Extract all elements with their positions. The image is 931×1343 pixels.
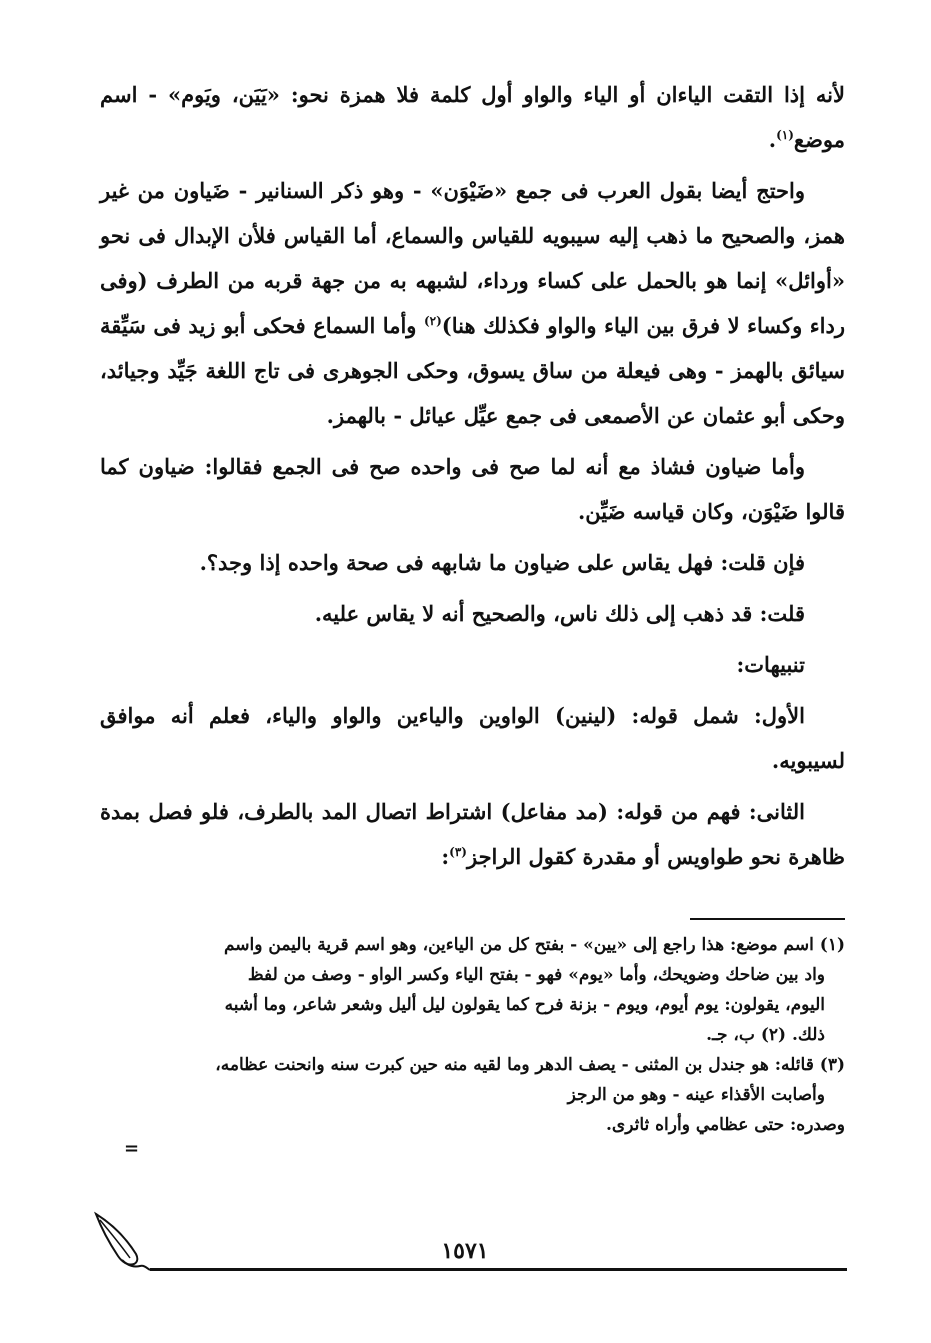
paragraph-4: فإن قلت: فهل يقاس على ضياون ما شابهه فى صحة واحده إذا وجد؟. <box>199 550 805 575</box>
footnote-ref-1[interactable]: (١) <box>776 128 794 142</box>
footnote-3-line-3: وصدره: حتى عظامي وأراه ثاثرى. <box>605 1115 845 1135</box>
paragraph-1: لأنه إذا التقت الياءان أو الياء والواو أول كلمة فلا همزة نحو: «يَيَن، ويَوم» - اسم موضع$^{(١)}$. <box>100 82 845 152</box>
footnotes <box>100 930 845 1140</box>
bottom-rule <box>150 1268 847 1271</box>
paragraph-first-note: الأول: شمل قوله: (لينين) الواوين والياءين والواو والياء، فعلم أنه موافق لسيبويه. <box>100 703 845 773</box>
paragraph-3: وأما ضياون فشاذ مع أنه لما صح فى واحده صح فى الجمع فقالوا: ضياون كما قالوا ضَيْوَن، وكان قياسه ضَيِّن. <box>100 454 845 524</box>
quill-icon <box>92 1210 152 1274</box>
page-number: ١٥٧١ <box>441 1238 489 1264</box>
footnote-separator <box>690 918 845 920</box>
paragraph-second-note: الثانى: فهم من قوله: (مد مفاعل) اشتراط اتصال المد بالطرف، فلو فصل بمدة ظاهرة نحو طواويس أو مقدرة كقول الراجز$^{(٣)}$: <box>100 799 845 869</box>
section-heading: تنبيهات: <box>736 652 805 677</box>
main-text <box>100 72 845 885</box>
footnote-1-line-1: (١) اسم موضع: هذا راجع إلى «يين» - بفتح كل من الياءين، وهو اسم قرية باليمن واسم <box>223 935 845 955</box>
footnote-ref-2[interactable]: (٢) <box>423 314 442 328</box>
footnote-1-line-2: واد بين ضاحك وضويحك، وأما «يوم» فهو - بفتح الياء وكسر الواو - وصف من لفظ <box>247 965 825 985</box>
footnote-ref-3[interactable]: (٣) <box>449 845 467 859</box>
footnote-1-line-3: اليوم، يقولون: يوم أيوم، ويوم - بزنة فرح كما يقولون ليل أليل وشعر شاعر، وما أشبه <box>224 995 825 1015</box>
footnote-3-line-1: (٣) قائله: هو جندل بن المثنى - يصف الدهر وما لقيه منه حين كبرت سنه وانحنت عظامه، <box>215 1055 845 1075</box>
footnote-1-line-4: ذلك. (٢) ب، جـ. <box>706 1025 825 1045</box>
paragraph-2: واحتج أيضا بقول العرب فى جمع «ضَيْوَن» - وهو ذكر السنانير - ضَياون من غير همز، والصحيح ما ذهب إليه سيبويه للقياس والسماع، أما القياس فلأن الإبدال فى نحو «أوائل» إنما هو بالحمل على كساء ورداء، لشبهه به من جهة قربه من الطرف (وفى رداء وكساء لا فرق بين الياء والواو فكذلك هنا)$^{(٢)}$ وأما السماع فحكى أبو زيد فى سَيِّقة سيائق بالهمز - وهى فيعلة من ساق يسوق، وحكى الجوهرى فى تاج اللغة جَيِّد وجيائد، وحكى أبو عثمان عن الأصمعى فى جمع عيِّل عيائل - بالهمز. <box>100 178 845 428</box>
footnote-3-line-2: وأصابت الأقذاء عينه - وهو من الرجز <box>567 1085 825 1105</box>
continues-mark: = <box>124 1138 140 1159</box>
paragraph-5: قلت: قد ذهب إلى ذلك ناس، والصحيح أنه لا يقاس عليه. <box>314 601 805 626</box>
